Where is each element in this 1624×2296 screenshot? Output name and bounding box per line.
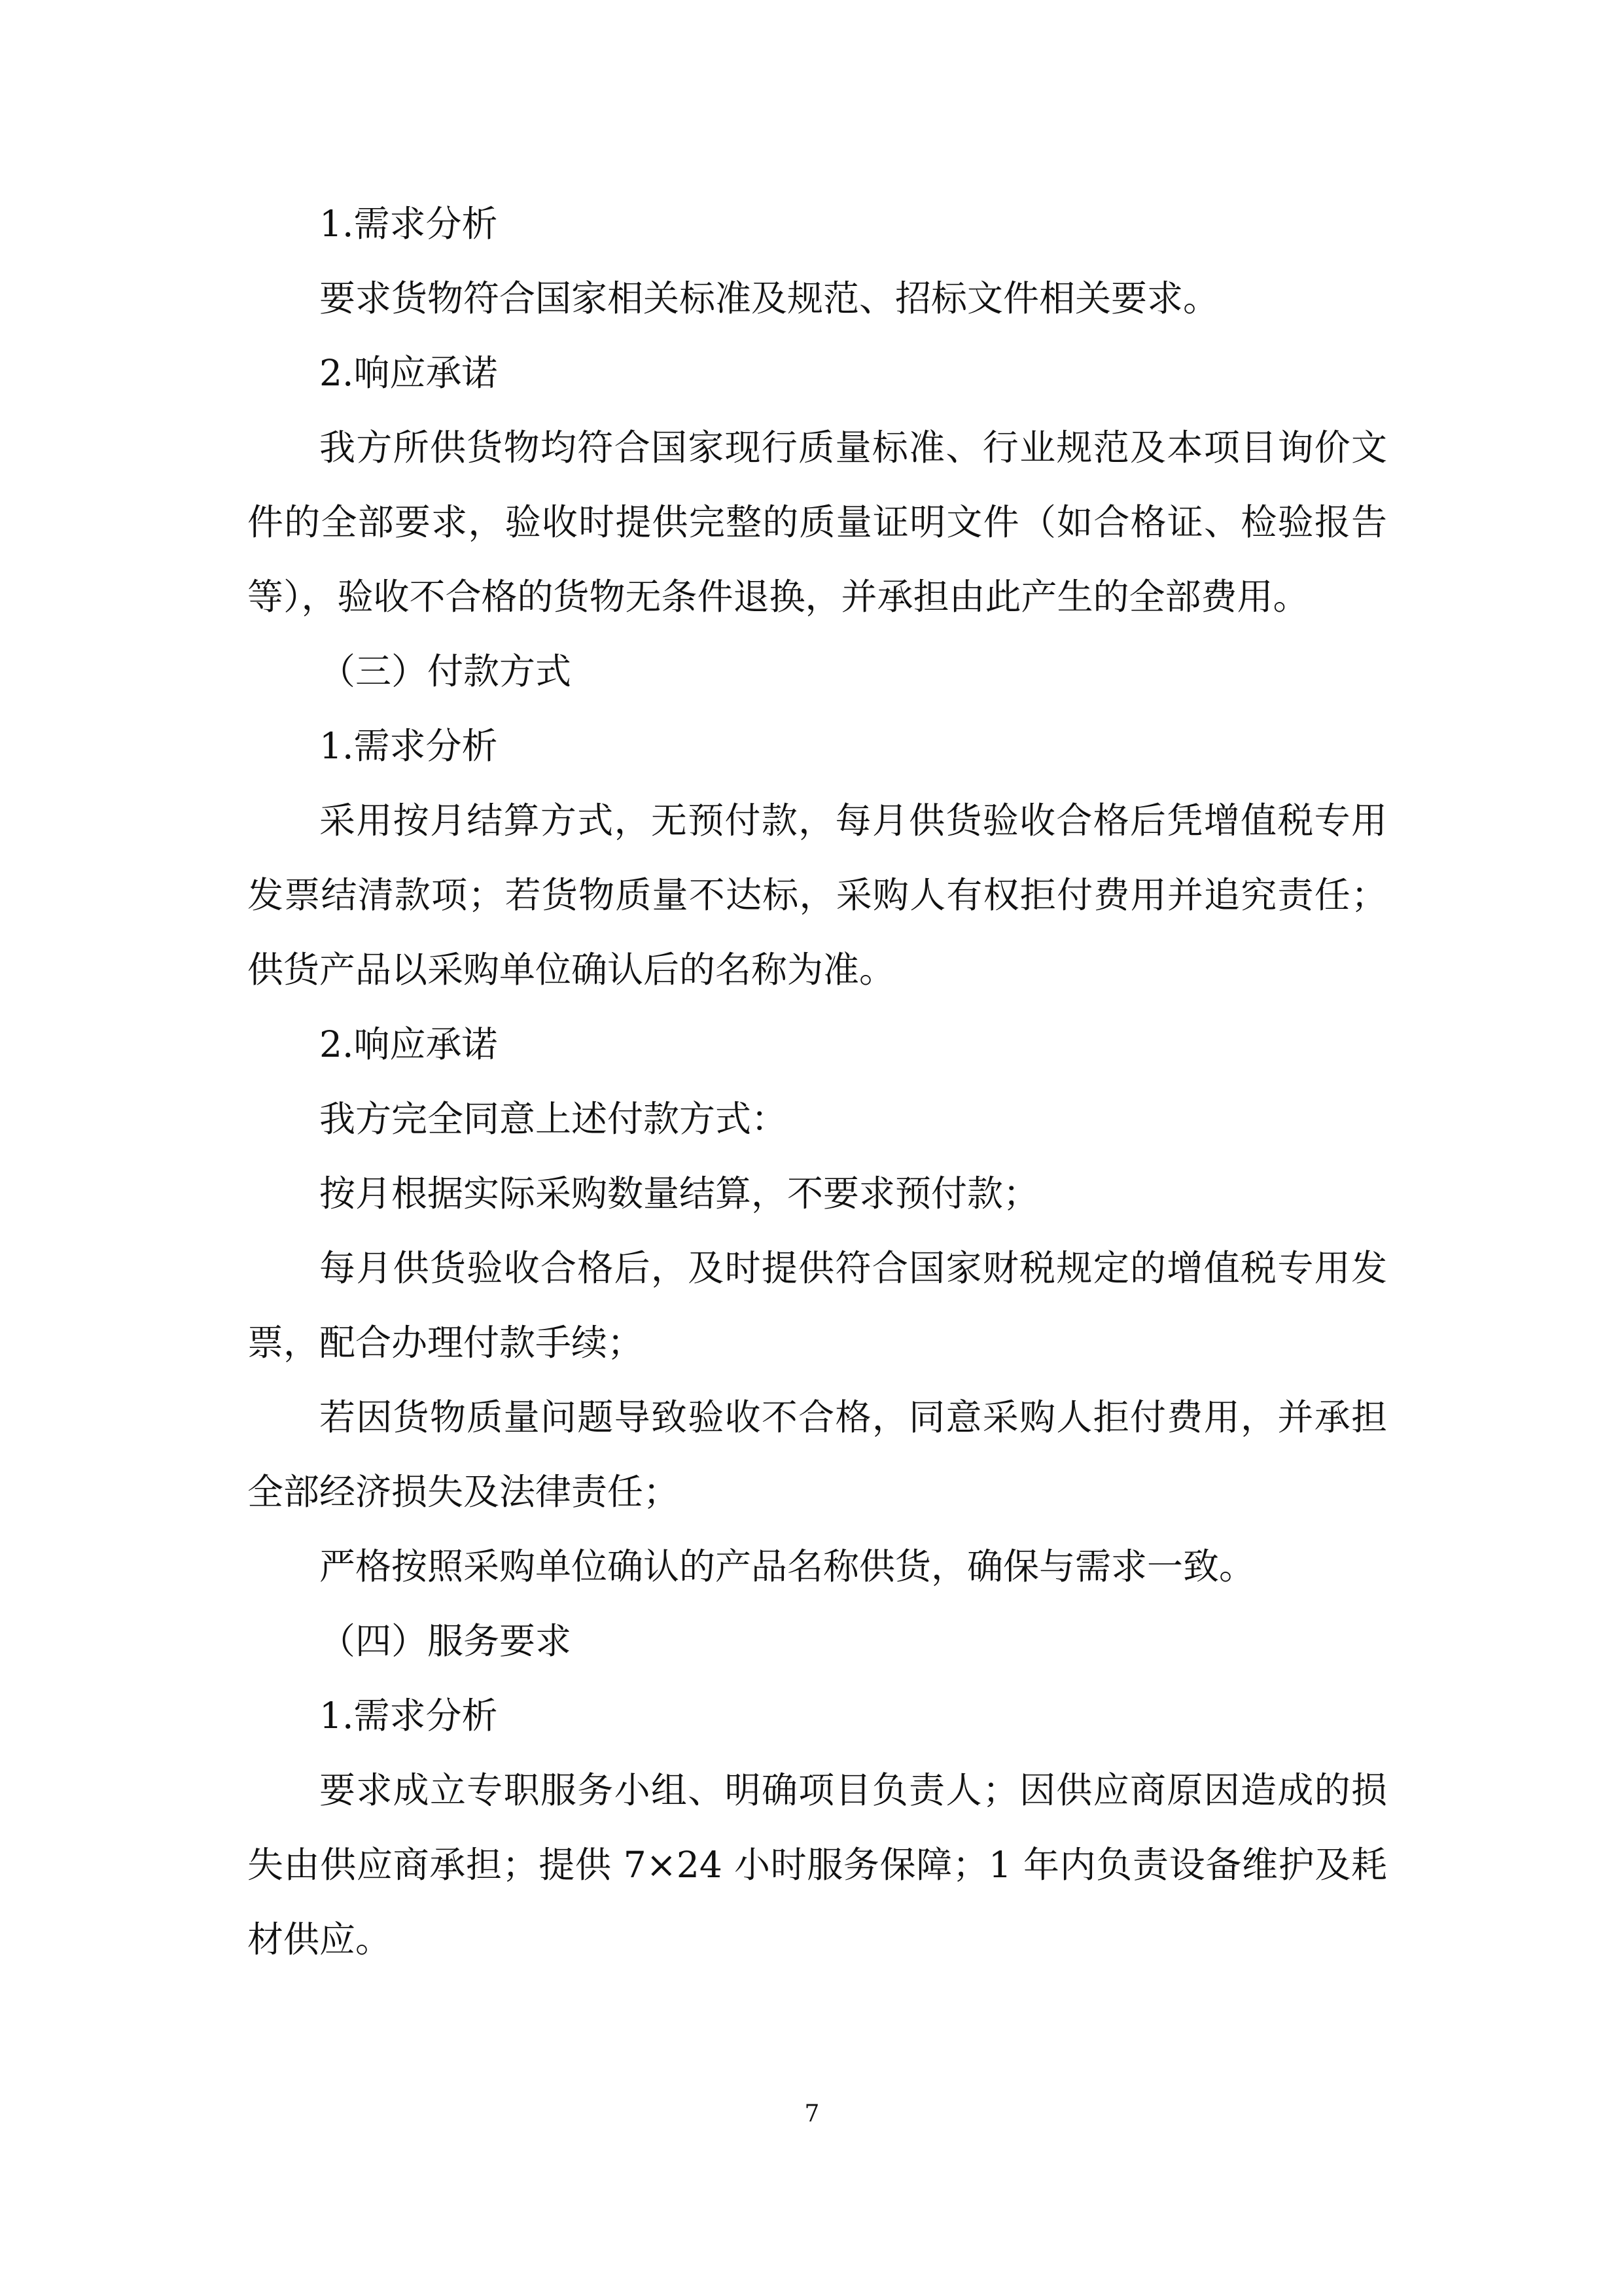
paragraph-monthly-settlement: 按月根据实际采购数量结算，不要求预付款； bbox=[319, 1173, 1040, 1214]
section-heading-payment-method: （三）付款方式 bbox=[319, 650, 572, 692]
paragraph-payment-agreement: 我方完全同意上述付款方式： bbox=[319, 1098, 788, 1140]
paragraph-quality-liability: 若因货物质量问题导致验收不合格，同意采购人拒付费用，并承担全部经济损失及法律责任； bbox=[247, 1396, 1387, 1513]
page-number: 7 bbox=[804, 2100, 820, 2127]
paragraph-service-requirement: 要求成立专职服务小组、明确项目负责人；因供应商原因造成的损失由供应商承担；提供 7×24 小时服务保障；1 年内负责设备维护及耗材供应。 bbox=[247, 1769, 1387, 1960]
paragraph-payment-requirement: 采用按月结算方式，无预付款，每月供货验收合格后凭增值税专用发票结清款项；若货物质量不达标，采购人有权拒付费用并追究责任；供货产品以采购单位确认后的名称为准。 bbox=[247, 800, 1387, 991]
section-heading-service-requirements: （四）服务要求 bbox=[319, 1620, 572, 1662]
paragraph-product-name-compliance: 严格按照采购单位确认的产品名称供货，确保与需求一致。 bbox=[319, 1545, 1256, 1587]
heading-response-commitment-2: 2.响应承诺 bbox=[319, 1023, 498, 1065]
paragraph-standards-requirement: 要求货物符合国家相关标准及规范、招标文件相关要求。 bbox=[319, 277, 1220, 319]
document-body bbox=[247, 186, 1387, 1977]
paragraph-quality-commitment: 我方所供货物均符合国家现行质量标准、行业规范及本项目询价文件的全部要求，验收时提供完整的质量证明文件（如合格证、检验报告等），验收不合格的货物无条件退换，并承担由此产生的全部费用。 bbox=[247, 427, 1387, 618]
heading-requirement-analysis-1: 1.需求分析 bbox=[319, 203, 498, 245]
heading-requirement-analysis-2: 1.需求分析 bbox=[319, 725, 498, 767]
heading-response-commitment-1: 2.响应承诺 bbox=[319, 352, 498, 394]
paragraph-invoice-provision: 每月供货验收合格后，及时提供符合国家财税规定的增值税专用发票，配合办理付款手续； bbox=[247, 1247, 1387, 1364]
heading-requirement-analysis-3: 1.需求分析 bbox=[319, 1695, 498, 1737]
